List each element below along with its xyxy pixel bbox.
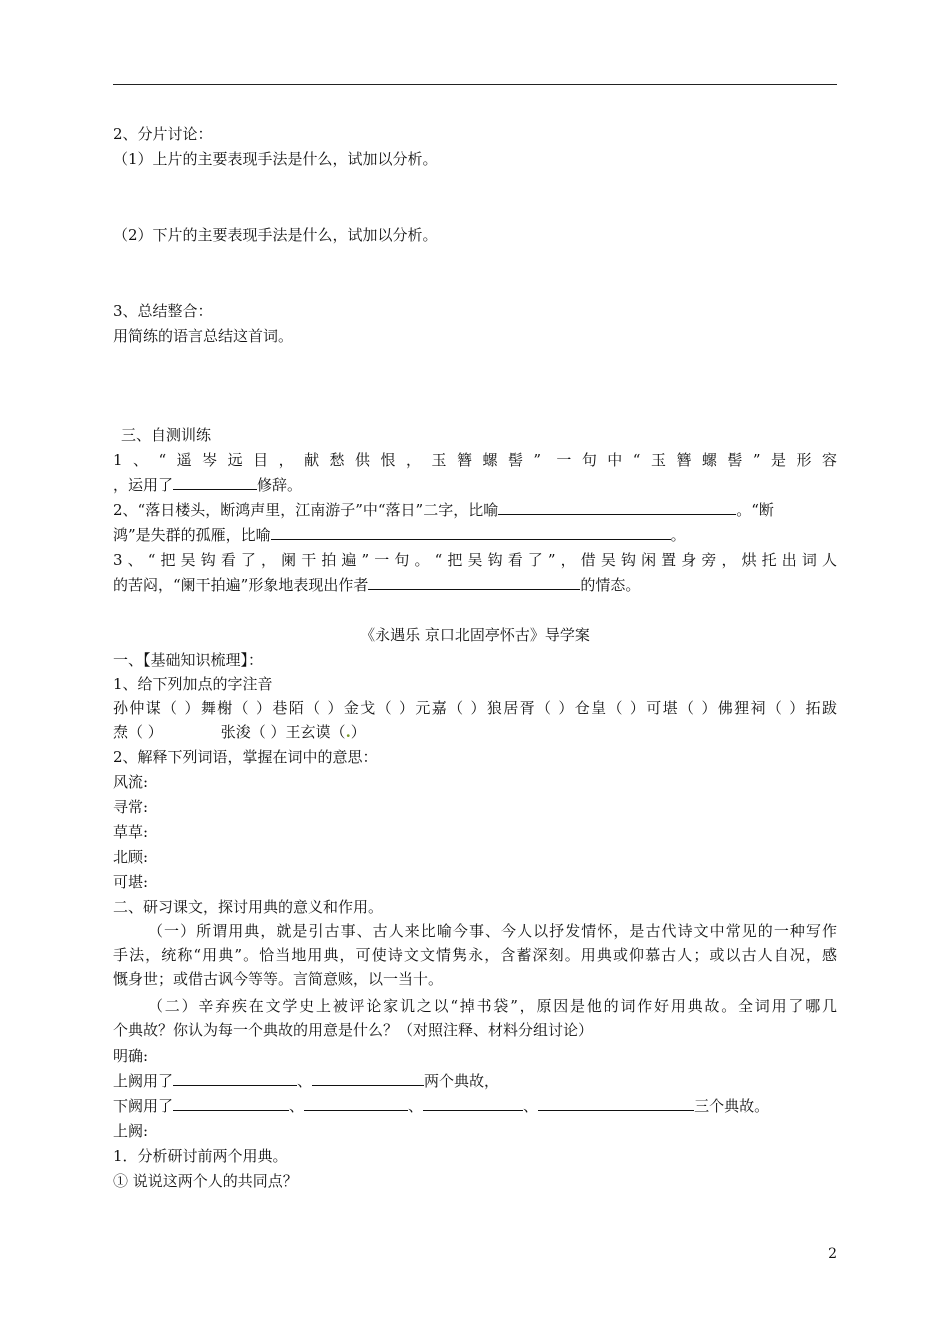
pinyin-items: 张浚（ ）王玄谟（ [220, 723, 346, 741]
selftest-q2-line2 [113, 525, 686, 545]
part3-heading: 3、总结整合： [113, 302, 213, 320]
answer-blank[interactable] [173, 1071, 297, 1086]
pinyin-close: ） [350, 723, 366, 741]
para-2-line-1: （二）辛弃疾在文学史上被评论家讥之以“掉书袋”，原因是他的词作好用典故。全词用了哪几 [148, 997, 837, 1015]
lower-allusions [113, 1096, 769, 1116]
term-fengliu: 风流: [113, 773, 149, 791]
answer-blank[interactable] [423, 1096, 523, 1111]
emphasis-dot: . [345, 723, 351, 741]
pinyin-line-2 [113, 722, 366, 742]
page-number: 2 [828, 1246, 837, 1262]
selftest-q1-line2 [113, 475, 302, 495]
answer-blank[interactable] [312, 1071, 424, 1086]
q3-text-pre: 的苦闷，“阑干拍遍”形象地表现出作者 [113, 576, 369, 594]
lower-pre: 下阙用了 [113, 1097, 174, 1115]
para-1-line-3: 慨身世；或借古讽今等等。言简意赅，以一当十。 [113, 970, 444, 988]
pinyin-item: 焘（ ） [113, 723, 163, 741]
pinyin-instruction: 1、给下列加点的字注音 [113, 675, 273, 693]
question-1: （1）上片的主要表现手法是什么，试加以分析。 [113, 150, 438, 168]
mingque-label: 明确: [113, 1047, 149, 1065]
part2-heading: 2、分片讨论： [113, 125, 213, 143]
section-1-heading: 一、【基础知识梳理】： [113, 651, 264, 669]
term-caocao: 草草: [113, 823, 149, 841]
answer-blank[interactable] [368, 575, 580, 590]
answer-blank[interactable] [304, 1096, 408, 1111]
term-kekan: 可堪: [113, 873, 149, 891]
q2b-text-post: 。 [670, 526, 686, 544]
separator: 、 [289, 1097, 305, 1115]
vocab-instruction: 2、解释下列词语，掌握在词中的意思： [113, 748, 378, 766]
selftest-q3-line2 [113, 575, 640, 595]
para-2-line-2: 个典故？你认为每一个典故的用意是什么？（对照注释、材料分组讨论） [113, 1021, 594, 1039]
q2-text-post: 。“断 [736, 501, 774, 519]
q2b-text-pre: 鸿”是失群的孤雁，比喻 [113, 526, 271, 544]
term-xunchang: 寻常: [113, 798, 149, 816]
upper-post: 两个典故， [424, 1072, 500, 1090]
para-1-line-2: 手法，统称“用典”。恰当地用典，可使诗文文情隽永，含蓄深刻。用典或仰慕古人；或以古人自况，感 [113, 946, 837, 964]
answer-blank[interactable] [173, 475, 257, 490]
selftest-q1-line1: 1、“遥岑远目，献愁供恨，玉簪螺髻” 一句中“玉簪螺髻”是形容 [113, 451, 837, 469]
guide-title: 《永遇乐 京口北固亭怀古》导学案 [360, 626, 590, 644]
separator: 、 [297, 1072, 313, 1090]
answer-blank[interactable] [173, 1096, 289, 1111]
pinyin-line-1: 孙仲谋（ ）舞榭（ ）巷陌（ ）金戈（ ）元嘉（ ）狼居胥（ ）仓皇（ ）可堪（ ）佛狸祠（ ）拓跋 [113, 699, 837, 717]
q1-text-pre: ，运用了 [113, 476, 174, 494]
term-beigu: 北顾: [113, 848, 149, 866]
selftest-heading: 三、自测训练 [121, 426, 212, 444]
q2-text-pre: 2、“落日楼头，断鸿声里，江南游子”中“落日”二字，比喻 [113, 501, 499, 519]
upper-allusions [113, 1071, 499, 1091]
para-1-line-1: （一）所谓用典，就是引古事、古人来比喻今事、今人以抒发情怀，是古代诗文中常见的一种写作 [148, 922, 837, 940]
answer-blank[interactable] [271, 525, 671, 540]
question-2: （2）下片的主要表现手法是什么，试加以分析。 [113, 226, 438, 244]
summary-prompt: 用简练的语言总结这首词。 [113, 327, 294, 345]
selftest-q2-line1 [113, 500, 774, 520]
section-2-heading: 二、研习课文，探讨用典的意义和作用。 [113, 898, 384, 916]
header-rule [113, 84, 837, 85]
separator: 、 [408, 1097, 424, 1115]
shangque-label: 上阙: [113, 1122, 149, 1140]
answer-blank[interactable] [498, 500, 736, 515]
separator: 、 [523, 1097, 539, 1115]
analysis-q1: 1．分析研讨前两个用典。 [113, 1147, 288, 1165]
upper-pre: 上阙用了 [113, 1072, 174, 1090]
selftest-q3-line1: 3、“把吴钩看了，阑干拍遍”一句。“把吴钩看了”，借吴钩闲置身旁，烘托出词人 [113, 551, 837, 569]
answer-blank[interactable] [538, 1096, 694, 1111]
analysis-q1-1: ① 说说这两个人的共同点？ [113, 1172, 298, 1190]
lower-post: 三个典故。 [694, 1097, 770, 1115]
q1-text-post: 修辞。 [257, 476, 303, 494]
q3-text-post: 的情态。 [580, 576, 641, 594]
